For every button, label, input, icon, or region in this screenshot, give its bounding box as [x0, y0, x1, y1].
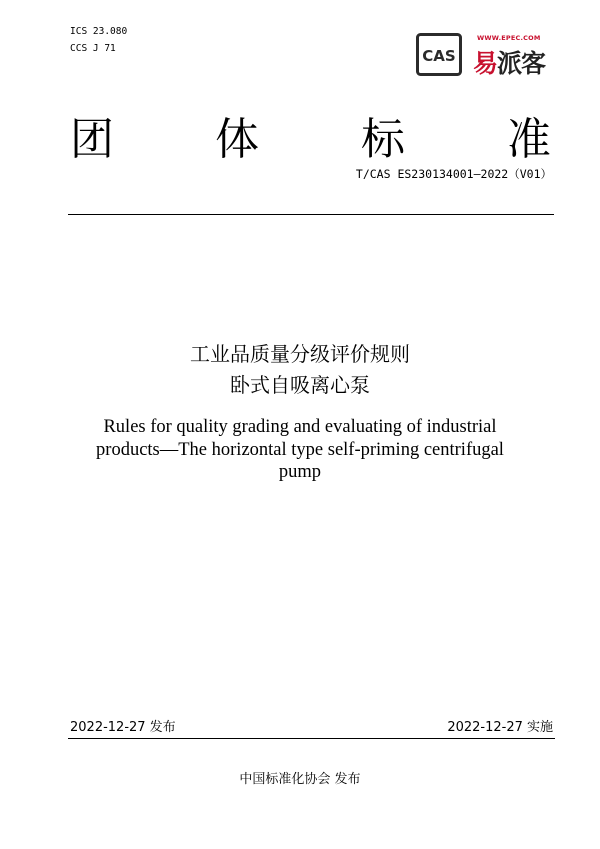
footer-divider [68, 738, 555, 739]
english-title [0, 416, 600, 484]
epec-url: WWW.EPEC.COM [477, 34, 541, 42]
english-title-line-3: pump [278, 462, 322, 482]
standard-number: T/CAS ES230134001—2022（V01） [355, 167, 552, 181]
publish-date: 2022-12-27 发布 [70, 720, 176, 735]
title-char-1: 团 [70, 114, 114, 165]
chinese-title-line-2: 卧式自吸离心泵 [230, 373, 370, 397]
issuer: 中国标准化协会 发布 [239, 772, 361, 787]
epec-logo [471, 34, 571, 78]
title-char-4: 准 [507, 114, 551, 165]
header-divider [68, 214, 554, 215]
ccs-code: CCS J 71 [70, 43, 116, 54]
epec-name: 派客 [497, 49, 546, 78]
ics-code: ICS 23.080 [70, 26, 128, 37]
cas-logo [416, 33, 462, 76]
implement-date: 2022-12-27 实施 [447, 720, 553, 735]
epec-mark: 易 [473, 49, 498, 78]
title-char-2: 体 [215, 114, 259, 165]
title-char-3: 标 [361, 114, 405, 165]
english-title-line-1: Rules for quality grading and evaluating of industrial [103, 417, 497, 437]
chinese-title-line-1: 工业品质量分级评价规则 [190, 342, 410, 366]
cas-logo-text: CAS [422, 47, 456, 65]
english-title-line-2: products—The horizontal type self-priming centrifugal [96, 439, 504, 460]
